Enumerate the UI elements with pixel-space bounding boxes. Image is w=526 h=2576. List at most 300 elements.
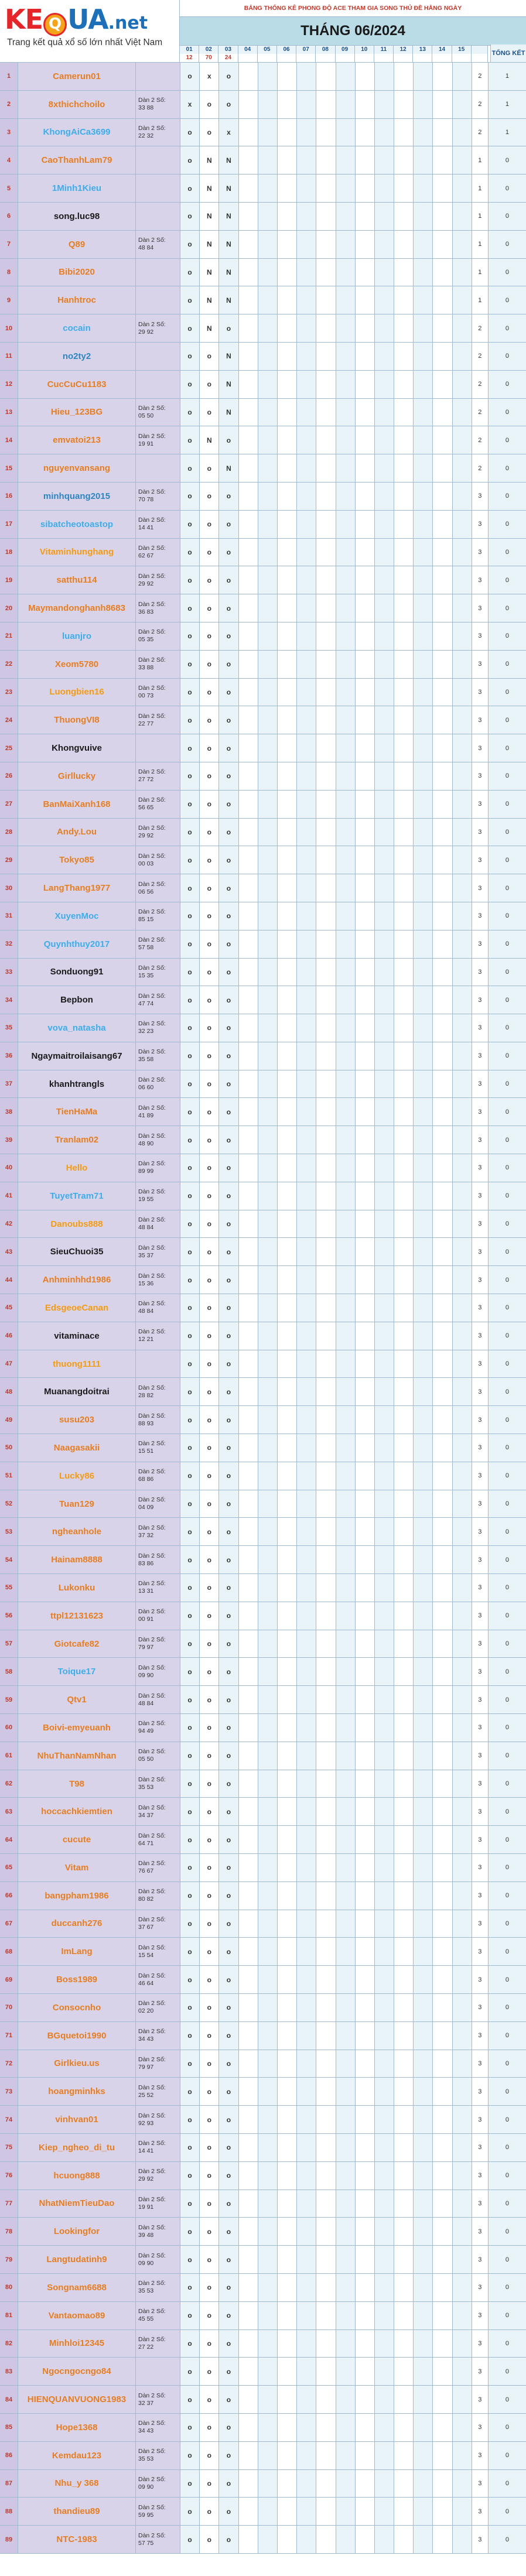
day-cell <box>433 1658 452 1685</box>
row-index: 73 <box>0 2078 18 2105</box>
member-name-link[interactable]: ttpl12131623 <box>18 1602 136 1630</box>
number-set-label: Dàn 2 Số: <box>138 1440 166 1448</box>
member-name-link[interactable]: NhatNiemTieuDao <box>18 2190 136 2218</box>
row-index: 50 <box>0 1434 18 1462</box>
day-cell <box>394 622 414 650</box>
day-cell <box>394 1994 414 2021</box>
day-cell <box>453 1798 472 1825</box>
day-cell <box>394 483 414 510</box>
day-cell: o <box>200 1854 219 1881</box>
played-count: 3 <box>472 762 489 790</box>
member-name-link[interactable]: hoccachkiemtien <box>18 1798 136 1825</box>
number-set-label: Dàn 2 Số: <box>138 2195 166 2203</box>
number-set-label: Dàn 2 Số: <box>138 544 166 552</box>
day-cell: o <box>200 986 219 1014</box>
day-cell <box>453 1882 472 1910</box>
day-cell <box>453 1434 472 1462</box>
day-cell <box>394 91 414 118</box>
day-cell <box>239 511 258 538</box>
number-set-values: 45 55 <box>138 2315 154 2323</box>
played-count: 1 <box>472 231 489 258</box>
member-name-link[interactable]: Giotcafe82 <box>18 1630 136 1658</box>
number-set-cell <box>136 1882 180 1910</box>
day-cell <box>394 2022 414 2050</box>
day-cell: o <box>219 1462 238 1490</box>
member-name-link[interactable]: Nhu_y 368 <box>18 2470 136 2498</box>
day-cell <box>433 91 452 118</box>
member-name-link[interactable]: sibatcheotoastop <box>18 511 136 538</box>
day-cell <box>453 651 472 678</box>
day-cell <box>239 1770 258 1798</box>
day-cell <box>375 1938 394 1965</box>
day-cell <box>336 1182 356 1210</box>
day-cell <box>258 2442 278 2469</box>
member-name-link[interactable]: Boss1989 <box>18 1966 136 1993</box>
day-cell: o <box>200 1406 219 1434</box>
day-cell: o <box>219 622 238 650</box>
member-name-link[interactable]: Boivi-emyeuanh <box>18 1714 136 1742</box>
day-cell <box>297 1182 316 1210</box>
day-cell <box>297 1658 316 1685</box>
hit-count: 0 <box>489 734 526 762</box>
day-cell: o <box>219 314 238 342</box>
day-cell <box>394 1658 414 1685</box>
result-row <box>180 54 526 62</box>
played-count: 3 <box>472 2386 489 2413</box>
member-name-link[interactable]: BanMaiXanh168 <box>18 791 136 818</box>
stats-table-body <box>0 63 526 2554</box>
day-cell <box>258 1630 278 1658</box>
member-name-link[interactable]: CucCuCu1183 <box>18 371 136 398</box>
table-row <box>0 1014 526 1042</box>
table-row <box>0 1938 526 1966</box>
day-cell <box>278 1882 297 1910</box>
day-cell <box>336 566 356 594</box>
day-cell <box>239 2274 258 2301</box>
day-cell <box>336 2078 356 2105</box>
day-cell <box>278 679 297 706</box>
day-cell <box>336 651 356 678</box>
table-row <box>0 454 526 483</box>
day-cell <box>239 2442 258 2469</box>
played-count: 2 <box>472 314 489 342</box>
site-logo[interactable] <box>5 4 148 36</box>
day-cell <box>375 2526 394 2553</box>
member-name-link[interactable]: Tranlam02 <box>18 1126 136 1154</box>
day-cell <box>375 959 394 986</box>
member-name-link[interactable]: TuyetTram71 <box>18 1182 136 1210</box>
member-name-link[interactable]: duccanh276 <box>18 1910 136 1938</box>
day-cell: o <box>200 791 219 818</box>
row-index: 4 <box>0 146 18 174</box>
day-cell: o <box>180 2274 200 2301</box>
played-count: 2 <box>472 91 489 118</box>
day-cell <box>375 1014 394 1042</box>
row-index: 1 <box>0 63 18 90</box>
member-name-link[interactable]: Tokyo85 <box>18 846 136 874</box>
day-cell <box>375 1994 394 2021</box>
day-cell <box>375 2330 394 2358</box>
day-cell <box>239 1126 258 1154</box>
row-index: 47 <box>0 1350 18 1378</box>
day-cell <box>375 1882 394 1910</box>
member-name-link[interactable]: Girllucky <box>18 762 136 790</box>
member-name-link[interactable]: Maymandonghanh8683 <box>18 594 136 622</box>
day-cell <box>316 1602 336 1630</box>
day-cell <box>453 2498 472 2525</box>
day-result-cell: 12 <box>180 54 199 62</box>
member-name-link[interactable]: Hope1368 <box>18 2414 136 2441</box>
day-cell <box>239 2078 258 2105</box>
member-name-link[interactable]: EdsgeoeCanan <box>18 1294 136 1322</box>
member-name-link[interactable]: 8xthichchoilo <box>18 91 136 118</box>
number-set-label: Dàn 2 Số: <box>138 600 166 608</box>
member-name-link[interactable]: BGquetoi1990 <box>18 2022 136 2050</box>
member-name-link[interactable]: Songnam6688 <box>18 2274 136 2301</box>
number-set-values: 35 53 <box>138 1784 154 1791</box>
day-cell <box>239 286 258 314</box>
day-cell <box>278 2246 297 2273</box>
day-cell <box>278 1826 297 1853</box>
day-cell <box>278 1014 297 1042</box>
day-cell <box>258 651 278 678</box>
day-cell <box>278 286 297 314</box>
member-name-link[interactable]: Danoubs888 <box>18 1210 136 1238</box>
number-set-cell <box>136 203 180 230</box>
day-cell <box>316 1686 336 1713</box>
member-name-link[interactable]: nguyenvansang <box>18 454 136 482</box>
member-name-link[interactable]: cocain <box>18 314 136 342</box>
day-cell <box>394 1182 414 1210</box>
table-row <box>0 399 526 427</box>
member-name-link[interactable]: bangpham1986 <box>18 1882 136 1910</box>
member-name-link[interactable]: Vantaomao89 <box>18 2302 136 2329</box>
logo-ball-icon: Q <box>43 13 67 36</box>
member-name-link[interactable]: khanhtrangls <box>18 1070 136 1098</box>
member-name-link[interactable]: Kiep_ngheo_di_tu <box>18 2134 136 2161</box>
day-cell: o <box>180 259 200 286</box>
played-count: 3 <box>472 1630 489 1658</box>
member-name-link[interactable]: Ngocngocngo84 <box>18 2358 136 2385</box>
member-name-link[interactable]: NTC-1983 <box>18 2526 136 2553</box>
day-cell: o <box>219 819 238 846</box>
member-name-link[interactable]: Ngaymaitroilaisang67 <box>18 1042 136 1070</box>
day-cell <box>356 651 375 678</box>
member-name-link[interactable]: T98 <box>18 1770 136 1798</box>
member-name-link[interactable]: Hainam8888 <box>18 1546 136 1573</box>
row-index: 2 <box>0 91 18 118</box>
hit-count: 0 <box>489 1742 526 1770</box>
member-name-link[interactable]: Toique17 <box>18 1658 136 1685</box>
member-name-link[interactable]: thuong1111 <box>18 1350 136 1378</box>
day-cell <box>239 1070 258 1098</box>
member-name-link[interactable]: satthu114 <box>18 566 136 594</box>
member-name-link[interactable]: XuyenMoc <box>18 902 136 930</box>
member-name-link[interactable]: vitaminace <box>18 1322 136 1350</box>
day-cell <box>239 679 258 706</box>
day-cell <box>258 1014 278 1042</box>
day-cell: o <box>200 1294 219 1322</box>
day-cell: o <box>219 959 238 986</box>
day-cell <box>316 874 336 902</box>
day-cell <box>278 762 297 790</box>
day-cell <box>433 1182 452 1210</box>
day-cell <box>394 1798 414 1825</box>
day-cell <box>278 454 297 482</box>
member-name-link[interactable]: Lukonku <box>18 1574 136 1602</box>
member-name-link[interactable]: cucute <box>18 1826 136 1853</box>
member-name-link[interactable]: Xeom5780 <box>18 651 136 678</box>
member-name-link[interactable]: Naagasakii <box>18 1434 136 1462</box>
member-name-link[interactable]: Minhloi12345 <box>18 2330 136 2358</box>
member-name-link[interactable]: song.luc98 <box>18 203 136 230</box>
day-cell: o <box>180 343 200 370</box>
member-name-link[interactable]: Muanangdoitrai <box>18 1378 136 1405</box>
day-cell <box>316 1938 336 1965</box>
day-cell <box>394 2078 414 2105</box>
number-set-cell <box>136 1182 180 1210</box>
member-name-link[interactable]: Q89 <box>18 231 136 258</box>
day-cell <box>433 1882 452 1910</box>
row-index: 28 <box>0 819 18 846</box>
day-cell <box>356 1714 375 1742</box>
day-cell <box>336 930 356 958</box>
day-cell <box>433 1014 452 1042</box>
member-name-link[interactable]: Bibi2020 <box>18 259 136 286</box>
day-cell <box>316 2358 336 2385</box>
day-cell <box>433 986 452 1014</box>
day-cell: o <box>219 2302 238 2329</box>
member-name-link[interactable]: Consocnho <box>18 1994 136 2021</box>
day-cell <box>414 2470 433 2498</box>
day-cell <box>336 63 356 90</box>
day-cell <box>336 2218 356 2245</box>
day-cell <box>316 399 336 426</box>
member-name-link[interactable]: Hieu_123BG <box>18 399 136 426</box>
day-cell <box>433 2498 452 2525</box>
member-name-link[interactable]: hoangminhks <box>18 2078 136 2105</box>
member-name-link[interactable]: Sonduong91 <box>18 959 136 986</box>
row-index: 80 <box>0 2274 18 2301</box>
day-result-cell <box>316 54 335 62</box>
day-cell <box>414 63 433 90</box>
day-cell <box>356 2358 375 2385</box>
day-cell <box>356 1042 375 1070</box>
day-cell <box>394 2442 414 2469</box>
row-index: 71 <box>0 2022 18 2050</box>
day-cell <box>297 286 316 314</box>
table-row <box>0 259 526 287</box>
day-cell: o <box>180 314 200 342</box>
day-cell <box>336 1994 356 2021</box>
day-cell: o <box>219 651 238 678</box>
day-cell: o <box>219 1602 238 1630</box>
day-cell <box>336 2274 356 2301</box>
member-name-link[interactable]: Bepbon <box>18 986 136 1014</box>
day-cell <box>297 91 316 118</box>
day-cell <box>258 371 278 398</box>
day-cell <box>316 426 336 454</box>
day-cell: o <box>219 1686 238 1713</box>
day-cell <box>394 2330 414 2358</box>
played-count: 1 <box>472 175 489 202</box>
day-cell <box>258 1826 278 1853</box>
day-cell <box>239 1966 258 1993</box>
member-name-link[interactable]: thandieu89 <box>18 2498 136 2525</box>
day-cell <box>375 1098 394 1125</box>
day-cell <box>453 1994 472 2021</box>
day-cell <box>316 679 336 706</box>
day-cell: o <box>180 426 200 454</box>
member-name-link[interactable]: Lookingfor <box>18 2218 136 2245</box>
member-name-link[interactable]: SieuChuoi35 <box>18 1238 136 1265</box>
member-name-link[interactable]: minhquang2015 <box>18 483 136 510</box>
day-cell <box>316 231 336 258</box>
day-cell: o <box>180 2106 200 2133</box>
day-cell <box>375 539 394 566</box>
number-set-label: Dàn 2 Số: <box>138 2252 166 2259</box>
day-cell <box>336 819 356 846</box>
day-cell: o <box>180 1322 200 1350</box>
day-cell <box>297 1014 316 1042</box>
day-cell <box>336 762 356 790</box>
day-cell <box>258 1966 278 1993</box>
day-cell: o <box>219 1994 238 2021</box>
table-row <box>0 959 526 987</box>
day-cell <box>316 594 336 622</box>
day-cell <box>278 902 297 930</box>
day-cell <box>278 1154 297 1182</box>
member-name-link[interactable]: NhuThanNamNhan <box>18 1742 136 1770</box>
day-cell <box>394 874 414 902</box>
member-name-link[interactable]: TienHaMa <box>18 1098 136 1125</box>
day-cell <box>316 1490 336 1518</box>
day-cell <box>297 1686 316 1713</box>
member-name-link[interactable]: Vitaminhunghang <box>18 539 136 566</box>
number-set-cell <box>136 2106 180 2133</box>
day-cell <box>239 1210 258 1238</box>
member-name-link[interactable]: Tuan129 <box>18 1490 136 1518</box>
day-cell <box>394 314 414 342</box>
member-name-link[interactable]: Camerun01 <box>18 63 136 90</box>
hit-count: 0 <box>489 2190 526 2218</box>
member-name-link[interactable]: no2ty2 <box>18 343 136 370</box>
member-name-link[interactable]: ImLang <box>18 1938 136 1965</box>
member-name-link[interactable]: luanjro <box>18 622 136 650</box>
day-cell <box>394 2050 414 2078</box>
member-name-link[interactable]: ngheanhole <box>18 1518 136 1545</box>
day-cell <box>375 651 394 678</box>
hit-count: 0 <box>489 1574 526 1602</box>
member-name-link[interactable]: Lucky86 <box>18 1462 136 1490</box>
row-index: 65 <box>0 1854 18 1881</box>
row-index: 57 <box>0 1630 18 1658</box>
day-header-cell: 01 <box>180 46 199 54</box>
day-cell <box>258 1882 278 1910</box>
day-cell <box>278 371 297 398</box>
member-name-link[interactable]: LangThang1977 <box>18 874 136 902</box>
member-name-link[interactable]: Langtudatinh9 <box>18 2246 136 2273</box>
member-name-link[interactable]: emvatoi213 <box>18 426 136 454</box>
day-cell <box>414 1938 433 1965</box>
row-index: 45 <box>0 1294 18 1322</box>
table-row <box>0 1770 526 1798</box>
member-name-link[interactable]: 1Minh1Kieu <box>18 175 136 202</box>
number-set-cell <box>136 146 180 174</box>
member-name-link[interactable]: Hello <box>18 1154 136 1182</box>
day-cell: o <box>219 1434 238 1462</box>
day-cell <box>316 175 336 202</box>
member-name-link[interactable]: vova_natasha <box>18 1014 136 1042</box>
day-cell <box>258 2358 278 2385</box>
day-cell: o <box>180 2386 200 2413</box>
day-cell <box>453 1630 472 1658</box>
member-name-link[interactable]: Girlkieu.us <box>18 2050 136 2078</box>
day-cell: o <box>180 986 200 1014</box>
day-cell: o <box>219 1798 238 1825</box>
logo-cell[interactable] <box>0 0 180 62</box>
day-cell <box>394 1490 414 1518</box>
member-name-link[interactable]: Andy.Lou <box>18 819 136 846</box>
member-name-link[interactable]: Hanhtroc <box>18 286 136 314</box>
member-name-link[interactable]: KhongAiCa3699 <box>18 119 136 146</box>
day-cell <box>414 1126 433 1154</box>
day-cell <box>453 2050 472 2078</box>
member-name-link[interactable]: Kemdau123 <box>18 2442 136 2469</box>
played-count: 3 <box>472 930 489 958</box>
number-set-cell <box>136 426 180 454</box>
day-cell <box>297 2414 316 2441</box>
member-name-link[interactable]: hcuong888 <box>18 2162 136 2190</box>
number-set-values: 33 88 <box>138 664 154 672</box>
member-name-link[interactable]: HIENQUANVUONG1983 <box>18 2386 136 2413</box>
number-set-label: Dàn 2 Số: <box>138 880 166 888</box>
day-cell <box>239 1406 258 1434</box>
member-name-link[interactable]: Anhminhhd1986 <box>18 1266 136 1294</box>
result-spacer <box>472 54 488 62</box>
number-set-values: 04 09 <box>138 1504 154 1511</box>
day-cell <box>356 1182 375 1210</box>
played-count: 3 <box>472 2358 489 2385</box>
member-name-link[interactable]: Vitam <box>18 1854 136 1881</box>
number-set-cell <box>136 1602 180 1630</box>
row-index: 85 <box>0 2414 18 2441</box>
member-name-link[interactable]: Luongbien16 <box>18 679 136 706</box>
day-header-cell: 02 <box>199 46 218 54</box>
day-cell: o <box>219 1630 238 1658</box>
member-name-link[interactable]: susu203 <box>18 1406 136 1434</box>
played-count: 3 <box>472 1714 489 1742</box>
member-name-link[interactable]: Quynhthuy2017 <box>18 930 136 958</box>
hit-count: 0 <box>489 1182 526 1210</box>
day-cell: o <box>200 2162 219 2190</box>
day-cell <box>414 1770 433 1798</box>
hit-count: 0 <box>489 1294 526 1322</box>
day-cell <box>375 2218 394 2245</box>
member-name-link[interactable]: vinhvan01 <box>18 2106 136 2133</box>
member-name-link[interactable]: Qtv1 <box>18 1686 136 1713</box>
day-cell <box>394 706 414 734</box>
member-name-link[interactable]: Khongvuive <box>18 734 136 762</box>
day-cell <box>278 1350 297 1378</box>
number-set-label: Dàn 2 Số: <box>138 2223 166 2231</box>
member-name-link[interactable]: CaoThanhLam79 <box>18 146 136 174</box>
day-cell <box>356 2526 375 2553</box>
member-name-link[interactable]: ThuongVI8 <box>18 706 136 734</box>
day-cell <box>453 622 472 650</box>
played-count: 3 <box>472 902 489 930</box>
day-cell <box>316 1882 336 1910</box>
